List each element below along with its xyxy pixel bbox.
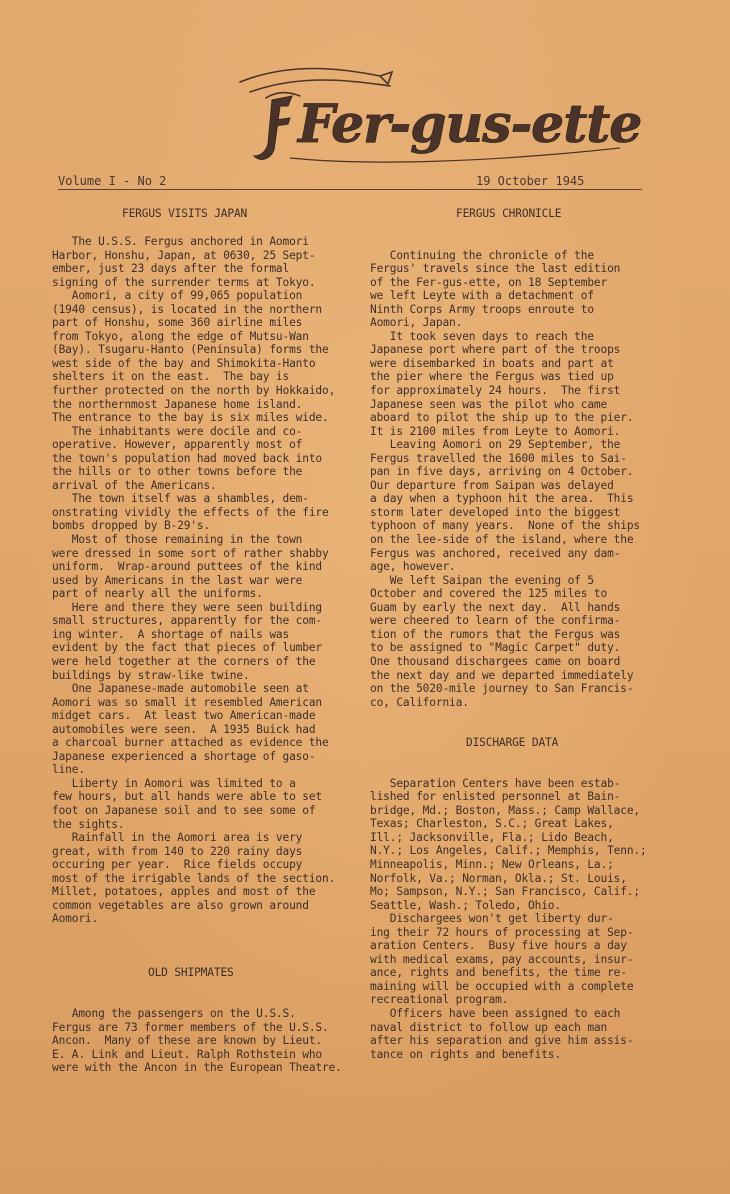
text-line: common vegetables are also grown around bbox=[52, 898, 309, 912]
text-line: Continuing the chronicle of the bbox=[370, 248, 594, 262]
text-line: lished for enlisted personnel at Bain- bbox=[370, 790, 621, 804]
text-line: Ninth Corps Army troops enroute to bbox=[370, 302, 594, 316]
text-line: buildings by straw-like twine. bbox=[52, 668, 250, 682]
text-line: were disembarked in boats and part at bbox=[370, 356, 614, 370]
text-line: Aomori. bbox=[52, 912, 99, 926]
text-line: evident by the fact that pieces of lumber bbox=[52, 641, 323, 655]
article-heading-fergus-chronicle: FERGUS CHRONICLE bbox=[456, 207, 562, 220]
text-line: typhoon of many years. None of the ships bbox=[370, 519, 641, 533]
text-line: Our departure from Saipan was delayed bbox=[370, 478, 614, 492]
text-line: uniform. Wrap-around puttees of the kind bbox=[52, 560, 323, 574]
text-line: with medical exams, pay accounts, insur- bbox=[370, 952, 634, 966]
text-line: The inhabitants were docile and co- bbox=[52, 424, 303, 438]
text-line: the sights. bbox=[52, 817, 125, 831]
text-line: were held together at the corners of the bbox=[52, 654, 316, 668]
text-line: west side of the bay and Shimokita-Hanto bbox=[52, 356, 316, 370]
text-line: were with the Ancon in the European Theatre. bbox=[52, 1061, 342, 1075]
masthead-logo bbox=[230, 62, 650, 172]
text-line: Leaving Aomori on 29 September, the bbox=[370, 438, 621, 452]
text-line: the next day and we departed immediately bbox=[370, 668, 634, 682]
text-line: few hours, but all hands were able to set bbox=[52, 790, 323, 804]
article-fergus-chronicle bbox=[370, 249, 688, 710]
text-line: Fergus' travels since the last edition bbox=[370, 262, 621, 276]
text-line: on the lee-side of the island, where the bbox=[370, 533, 634, 547]
text-line: Aomori, Japan. bbox=[370, 316, 463, 330]
text-line: Fergus are 73 former members of the U.S.S. bbox=[52, 1020, 329, 1034]
text-line: further protected on the north by Hokkaido, bbox=[52, 384, 336, 398]
text-line: Japanese experienced a shortage of gaso- bbox=[52, 749, 316, 763]
text-line: Dischargees won't get liberty dur- bbox=[370, 912, 614, 926]
text-line: most of the irrigable lands of the section. bbox=[52, 871, 336, 885]
text-line: operative. However, apparently most of bbox=[52, 438, 303, 452]
text-line: a day when a typhoon hit the area. This bbox=[370, 492, 634, 506]
text-line: the pier where the Fergus was tied up bbox=[370, 370, 614, 384]
text-line: Mo; Sampson, N.Y.; San Francisco, Calif.; bbox=[370, 885, 641, 899]
text-line: great, with from 140 to 220 rainy days bbox=[52, 844, 303, 858]
text-line: small structures, apparently for the com- bbox=[52, 614, 323, 628]
text-line: Most of those remaining in the town bbox=[52, 533, 303, 547]
text-line: Aomori, a city of 99,065 population bbox=[52, 289, 303, 303]
text-line: tance on rights and benefits. bbox=[370, 1047, 561, 1061]
text-line: recreational program. bbox=[370, 993, 509, 1007]
text-line: were dressed in some sort of rather shabby bbox=[52, 546, 329, 560]
text-line: Here and there they were seen building bbox=[52, 600, 323, 614]
text-line: October and covered the 125 miles to bbox=[370, 587, 608, 601]
text-line: Norfolk, Va.; Norman, Okla.; St. Louis, bbox=[370, 871, 627, 885]
text-line: on the 5020-mile journey to San Francis- bbox=[370, 682, 634, 696]
text-line: Fergus was anchored, received any dam- bbox=[370, 546, 621, 560]
text-line: onstrating vividly the effects of the fire bbox=[52, 505, 329, 519]
text-line: to be assigned to "Magic Carpet" duty. bbox=[370, 641, 621, 655]
text-line: tion of the rumors that the Fergus was bbox=[370, 627, 621, 641]
text-line: Aomori was so small it resembled American bbox=[52, 695, 323, 709]
text-line: Rainfall in the Aomori area is very bbox=[52, 831, 303, 845]
text-line: signing of the surrender terms at Tokyo. bbox=[52, 275, 316, 289]
text-line: It took seven days to reach the bbox=[370, 329, 594, 343]
text-line: midget cars. At least two American-made bbox=[52, 709, 316, 723]
text-line: Japanese port where part of the troops bbox=[370, 343, 621, 357]
text-line: foot on Japanese soil and to see some of bbox=[52, 803, 316, 817]
text-line: the northernmost Japanese home island. bbox=[52, 397, 303, 411]
text-line: Among the passengers on the U.S.S. bbox=[52, 1006, 296, 1020]
text-line: part of nearly all the uniforms. bbox=[52, 587, 263, 601]
article-heading-discharge-data: DISCHARGE DATA bbox=[466, 736, 559, 750]
text-line: aboard to pilot the ship up to the pier. bbox=[370, 411, 634, 425]
text-line: were cheered to learn of the confirma- bbox=[370, 614, 621, 628]
text-line: Minneapolis, Minn.; New Orleans, La.; bbox=[370, 857, 614, 871]
text-line: after his separation and give him assis- bbox=[370, 1034, 634, 1048]
text-line: (Bay). Tsugaru-Hanto (Peninsula) forms the bbox=[52, 343, 329, 357]
text-line: a charcoal burner attached as evidence the bbox=[52, 736, 329, 750]
text-line: Liberty in Aomori was limited to a bbox=[52, 776, 296, 790]
text-line: bridge, Md.; Boston, Mass.; Camp Wallace, bbox=[370, 803, 641, 817]
article-heading-old-shipmates: OLD SHIPMATES bbox=[148, 966, 234, 980]
text-line: we left Leyte with a detachment of bbox=[370, 289, 594, 303]
text-line: ing winter. A shortage of nails was bbox=[52, 627, 290, 641]
text-line: Millet, potatoes, apples and most of the bbox=[52, 885, 316, 899]
text-line: ing their 72 hours of processing at Sep- bbox=[370, 925, 634, 939]
text-line: It is 2100 miles from Leyte to Aomori. bbox=[370, 424, 621, 438]
text-line: for approximately 24 hours. The first bbox=[370, 384, 621, 398]
text-line: One thousand dischargees came on board bbox=[370, 654, 621, 668]
text-line: ance, rights and benefits, the time re- bbox=[370, 966, 627, 980]
text-line: maining will be occupied with a complete bbox=[370, 979, 634, 993]
text-line: bombs dropped by B-29's. bbox=[52, 519, 211, 533]
text-line: from Tokyo, along the edge of Mutsu-Wan bbox=[52, 329, 309, 343]
text-line: automobiles were seen. A 1935 Buick had bbox=[52, 722, 316, 736]
text-line: used by Americans in the last war were bbox=[52, 573, 303, 587]
text-line: N.Y.; Los Angeles, Calif.; Memphis, Tenn.; bbox=[370, 844, 647, 858]
text-line: Texas; Charleston, S.C.; Great Lakes, bbox=[370, 817, 614, 831]
issue-line bbox=[58, 175, 642, 190]
text-line: The U.S.S. Fergus anchored in Aomori bbox=[52, 235, 309, 248]
text-line: co, California. bbox=[370, 695, 469, 709]
text-line: Officers have been assigned to each bbox=[370, 1006, 621, 1020]
text-line: Japanese seen was the pilot who came bbox=[370, 397, 608, 411]
article-discharge-data bbox=[370, 777, 688, 1061]
text-line: Ill.; Jacksonville, Fla.; Lido Beach, bbox=[370, 830, 614, 844]
text-line: shelters it on the east. The bay is bbox=[52, 370, 290, 384]
text-line: the town's population had moved back into bbox=[52, 451, 323, 465]
text-line: arrival of the Americans. bbox=[52, 478, 217, 492]
article-old-shipmates bbox=[52, 1007, 370, 1075]
text-line: The town itself was a shambles, dem- bbox=[52, 492, 309, 506]
text-line: line. bbox=[52, 763, 85, 777]
text-line: (1940 census), is located in the northern bbox=[52, 302, 323, 316]
text-line: Harbor, Honshu, Japan, at 0630, 25 Sept- bbox=[52, 248, 316, 262]
issue-date: 19 October 1945 bbox=[476, 174, 585, 188]
text-line: occuring per year. Rice fields occupy bbox=[52, 858, 303, 872]
right-column bbox=[370, 207, 688, 1061]
text-line: pan in five days, arriving on 4 October. bbox=[370, 465, 634, 479]
volume-number: Volume I - No 2 bbox=[58, 174, 167, 188]
text-line: Guam by early the next day. All hands bbox=[370, 600, 621, 614]
text-line: The entrance to the bay is six miles wide. bbox=[52, 411, 329, 425]
text-line: Fergus travelled the 1600 miles to Sai- bbox=[370, 451, 627, 465]
text-line: part of Honshu, some 360 airline miles bbox=[52, 316, 303, 330]
text-line: the hills or to other towns before the bbox=[52, 465, 303, 479]
text-line: Seattle, Wash.; Toledo, Ohio. bbox=[370, 898, 561, 912]
text-line: storm later developed into the biggest bbox=[370, 505, 621, 519]
text-line: ember, just 23 days after the formal bbox=[52, 262, 290, 276]
text-line: naval district to follow up each man bbox=[370, 1020, 608, 1034]
text-line: of the Fer-gus-ette, on 18 September bbox=[370, 275, 608, 289]
left-column bbox=[52, 207, 370, 1075]
article-heading-fergus-visits-japan: FERGUS VISITS JAPAN bbox=[122, 207, 248, 220]
text-line: age, however. bbox=[370, 560, 456, 574]
text-line: One Japanese-made automobile seen at bbox=[52, 682, 309, 696]
text-line: Separation Centers have been estab- bbox=[370, 776, 621, 790]
text-line: aration Centers. Busy five hours a day bbox=[370, 939, 627, 953]
text-line: E. A. Link and Lieut. Ralph Rothstein who bbox=[52, 1047, 323, 1061]
text-line: Ancon. Many of these are known by Lieut. bbox=[52, 1034, 323, 1048]
masthead-title: Fer-gus-ette bbox=[298, 94, 642, 155]
article-fergus-visits-japan bbox=[52, 235, 370, 926]
text-line: We left Saipan the evening of 5 bbox=[370, 573, 594, 587]
